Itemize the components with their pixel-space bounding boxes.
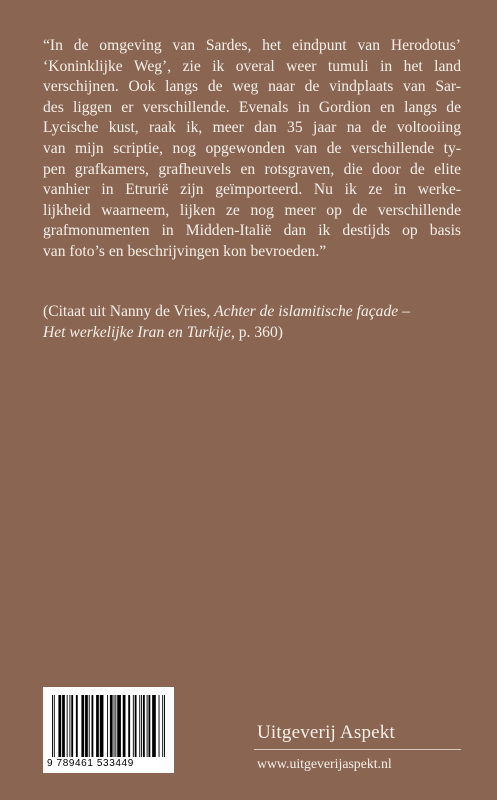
barcode-bar — [114, 695, 115, 757]
quote-line: Lycische kust, raak ik, meer dan 35 jaar na de voltooiing — [43, 119, 461, 137]
citation-block — [43, 301, 461, 343]
barcode-bar — [69, 695, 70, 757]
quote-line: van foto’s en beschrijvingen kon bevroeden.” — [43, 242, 327, 260]
citation-suffix: , p. 360) — [230, 324, 283, 341]
barcode-bar — [117, 695, 121, 757]
barcode-bar — [52, 695, 53, 757]
barcode-bar — [148, 695, 150, 757]
quote-block — [43, 36, 461, 263]
barcode-bar — [81, 695, 84, 757]
barcode-bar — [76, 695, 78, 757]
barcode-bar — [133, 695, 134, 757]
quote-line: “In de omgeving van Sardes, het eindpunt van Herodotus’ — [43, 37, 461, 54]
barcode-bars — [52, 695, 165, 757]
quote-line: verschijnen. Ook langs de weg naar de vindplaats van Sar- — [43, 78, 461, 96]
barcode-bar — [135, 695, 137, 757]
barcode-bar — [143, 695, 145, 757]
quote-line: ‘Koninklijke Weg’, zie ik overal weer tumuli in het land — [43, 57, 461, 75]
barcode-bar — [123, 695, 126, 757]
barcode-bar — [110, 695, 113, 757]
quote-line: des liggen er verschillende. Evenals in Gordion en langs de — [43, 98, 461, 116]
citation-title-part1: Achter de islamitische façade – — [214, 303, 410, 320]
quote-line: grafmonumenten in Midden-Italië dan ik destijds op basis — [43, 222, 461, 240]
citation-prefix: (Citaat uit Nanny de Vries, — [43, 303, 215, 320]
quote-line: van mijn scriptie, nog opgewonden van de verschillende ty- — [43, 139, 461, 157]
barcode-bar — [147, 695, 148, 757]
quote-line: pen grafkamers, grafheuvels en rotsgraven, die door de elite — [43, 160, 461, 178]
barcode-bar — [164, 695, 165, 757]
citation-line — [43, 322, 461, 343]
barcode-bar — [54, 695, 55, 757]
quote-line: lijkheid waarneem, lijken ze nog meer op de verschillende — [43, 201, 461, 219]
barcode-bar — [152, 695, 156, 757]
publisher-divider — [254, 749, 461, 750]
barcode-bar — [139, 695, 140, 757]
barcode-bar — [141, 695, 142, 757]
barcode-bar — [96, 695, 99, 757]
citation-title-part2: Het werkelijke Iran en Turkije — [43, 324, 231, 341]
barcode-bar — [89, 695, 90, 757]
barcode-bar — [159, 695, 160, 757]
quote-line: vanhier in Etrurië zijn geïmporteerd. Nu ik ze in werke- — [43, 181, 461, 199]
citation-line — [43, 301, 461, 322]
publisher-url[interactable]: www.uitgeverijaspekt.nl — [257, 756, 392, 771]
barcode-bar — [92, 695, 94, 757]
barcode-bar — [115, 695, 116, 757]
barcode-bar — [67, 695, 68, 757]
barcode-digits: 9 789461 533449 — [47, 758, 134, 769]
publisher-name: Uitgeverij Aspekt — [257, 722, 395, 743]
barcode-bar — [162, 695, 163, 757]
barcode-bar — [100, 695, 104, 757]
barcode-bar — [62, 695, 65, 757]
barcode-bar — [71, 695, 73, 757]
isbn-barcode — [43, 687, 174, 773]
barcode-bar — [85, 695, 88, 757]
barcode-bar — [107, 695, 108, 757]
barcode-bar — [128, 695, 130, 757]
barcode-bar — [58, 695, 61, 757]
